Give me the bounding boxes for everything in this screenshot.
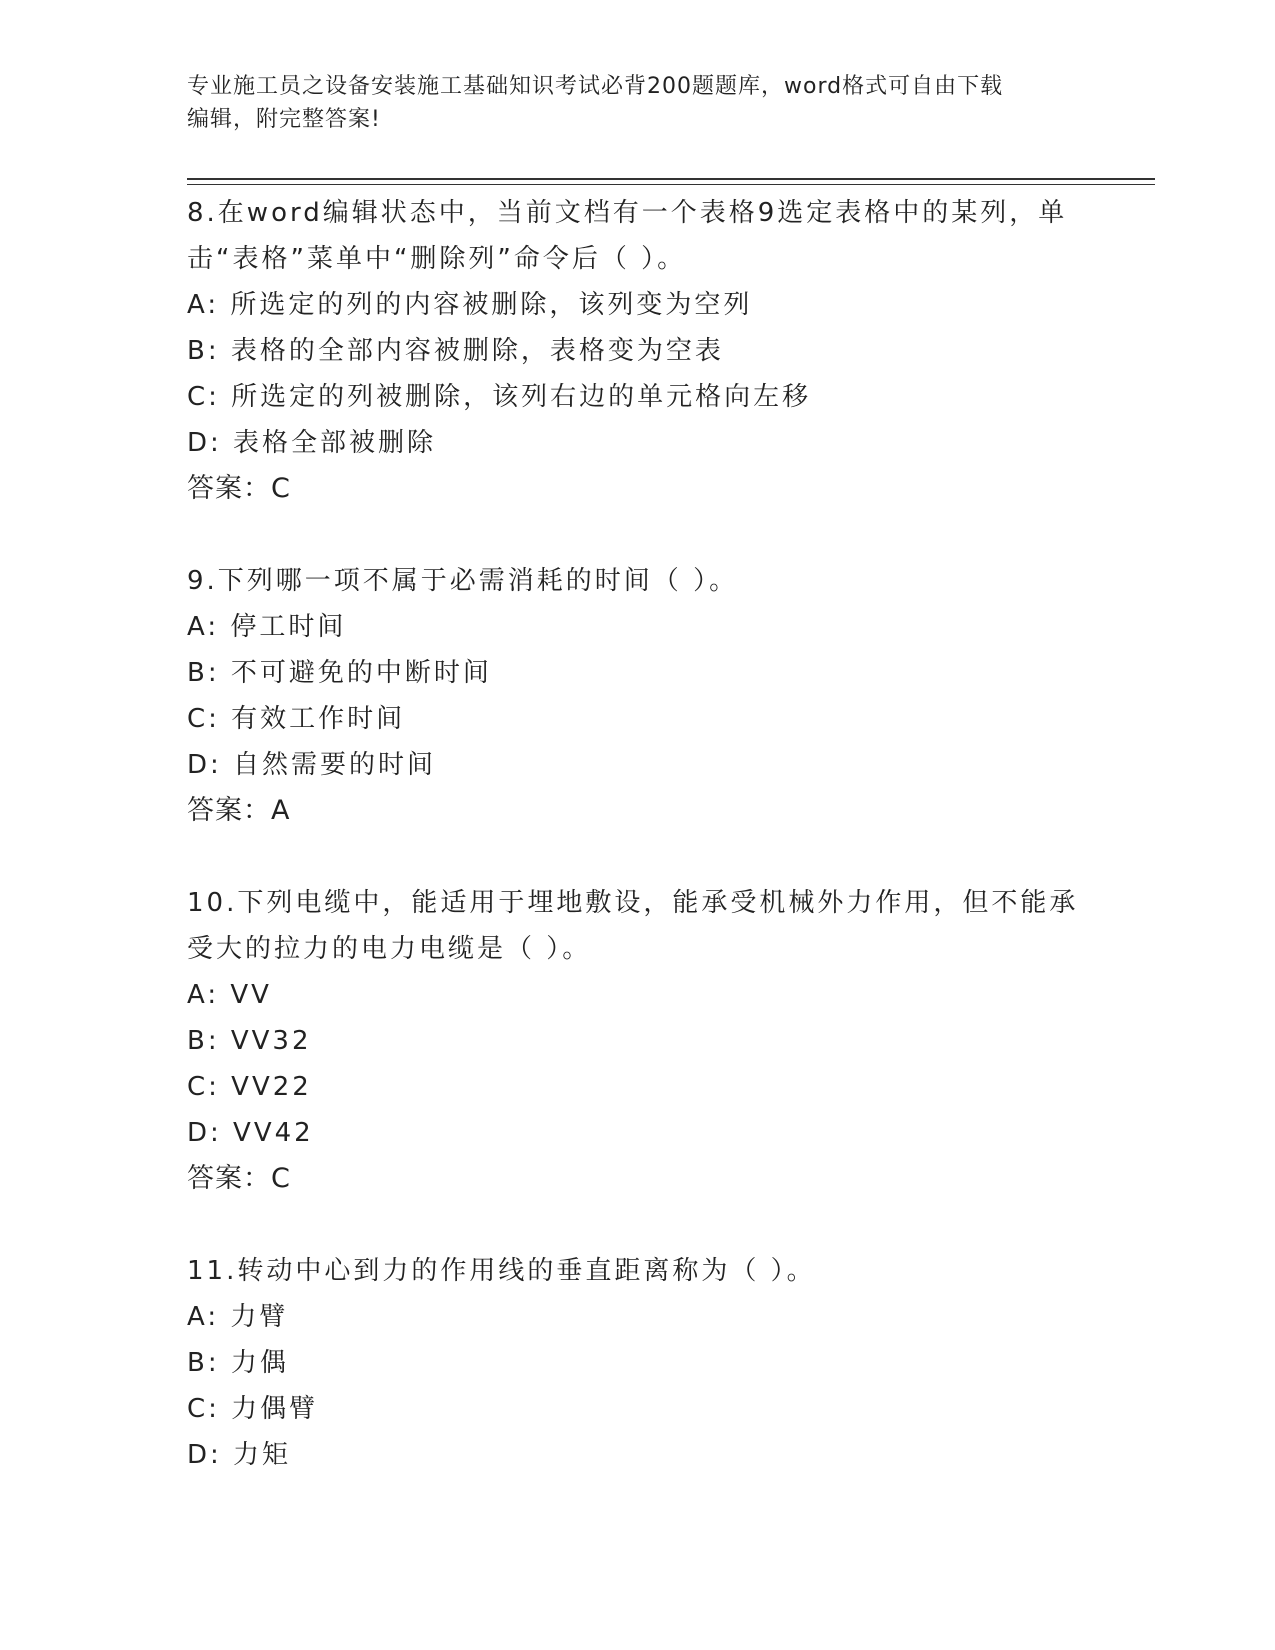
option-b: B: VV32: [187, 1026, 312, 1056]
option-c: C: 所选定的列被删除，该列右边的单元格向左移: [187, 382, 812, 412]
header-divider-thick: [187, 178, 1155, 180]
option-c: C: VV22: [187, 1072, 312, 1102]
option-c: C: 力偶臂: [187, 1394, 319, 1424]
question-text: 9.下列哪一项不属于必需消耗的时间（ ）。: [187, 566, 739, 596]
question-list: [187, 190, 1087, 1524]
option-a: A: VV: [187, 980, 272, 1010]
answer-label: 答案：C: [187, 1163, 291, 1194]
option-d: D: VV42: [187, 1118, 314, 1148]
question-8: [187, 190, 1087, 512]
option-b: B: 力偶: [187, 1348, 289, 1378]
question-text: 10.下列电缆中，能适用于埋地敷设，能承受机械外力作用，但不能承受大的拉力的电力电缆是（ ）。: [187, 888, 1079, 964]
question-9: [187, 558, 1087, 834]
option-d: D: 自然需要的时间: [187, 750, 437, 780]
question-11: [187, 1248, 1087, 1478]
option-c: C: 有效工作时间: [187, 704, 406, 734]
header-line-2: 编辑，附完整答案!: [187, 107, 381, 132]
option-d: D: 力矩: [187, 1440, 292, 1470]
option-d: D: 表格全部被删除: [187, 428, 437, 458]
question-text: 8.在word编辑状态中，当前文档有一个表格9选定表格中的某列，单击“表格”菜单中“删除列”命令后（ ）。: [187, 198, 1068, 274]
answer-label: 答案：A: [187, 795, 291, 826]
header-divider-thin: [187, 184, 1155, 185]
option-a: A: 力臂: [187, 1302, 289, 1332]
document-header: [187, 70, 1087, 136]
option-b: B: 表格的全部内容被删除，表格变为空表: [187, 336, 724, 366]
option-a: A: 停工时间: [187, 612, 347, 642]
answer-label: 答案：C: [187, 473, 291, 504]
option-a: A: 所选定的列的内容被删除，该列变为空列: [187, 290, 753, 320]
header-line-1: 专业施工员之设备安装施工基础知识考试必背200题题库，word格式可自由下载: [187, 74, 1004, 99]
question-text: 11.转动中心到力的作用线的垂直距离称为（ ）。: [187, 1256, 816, 1286]
option-b: B: 不可避免的中断时间: [187, 658, 492, 688]
question-10: [187, 880, 1087, 1202]
